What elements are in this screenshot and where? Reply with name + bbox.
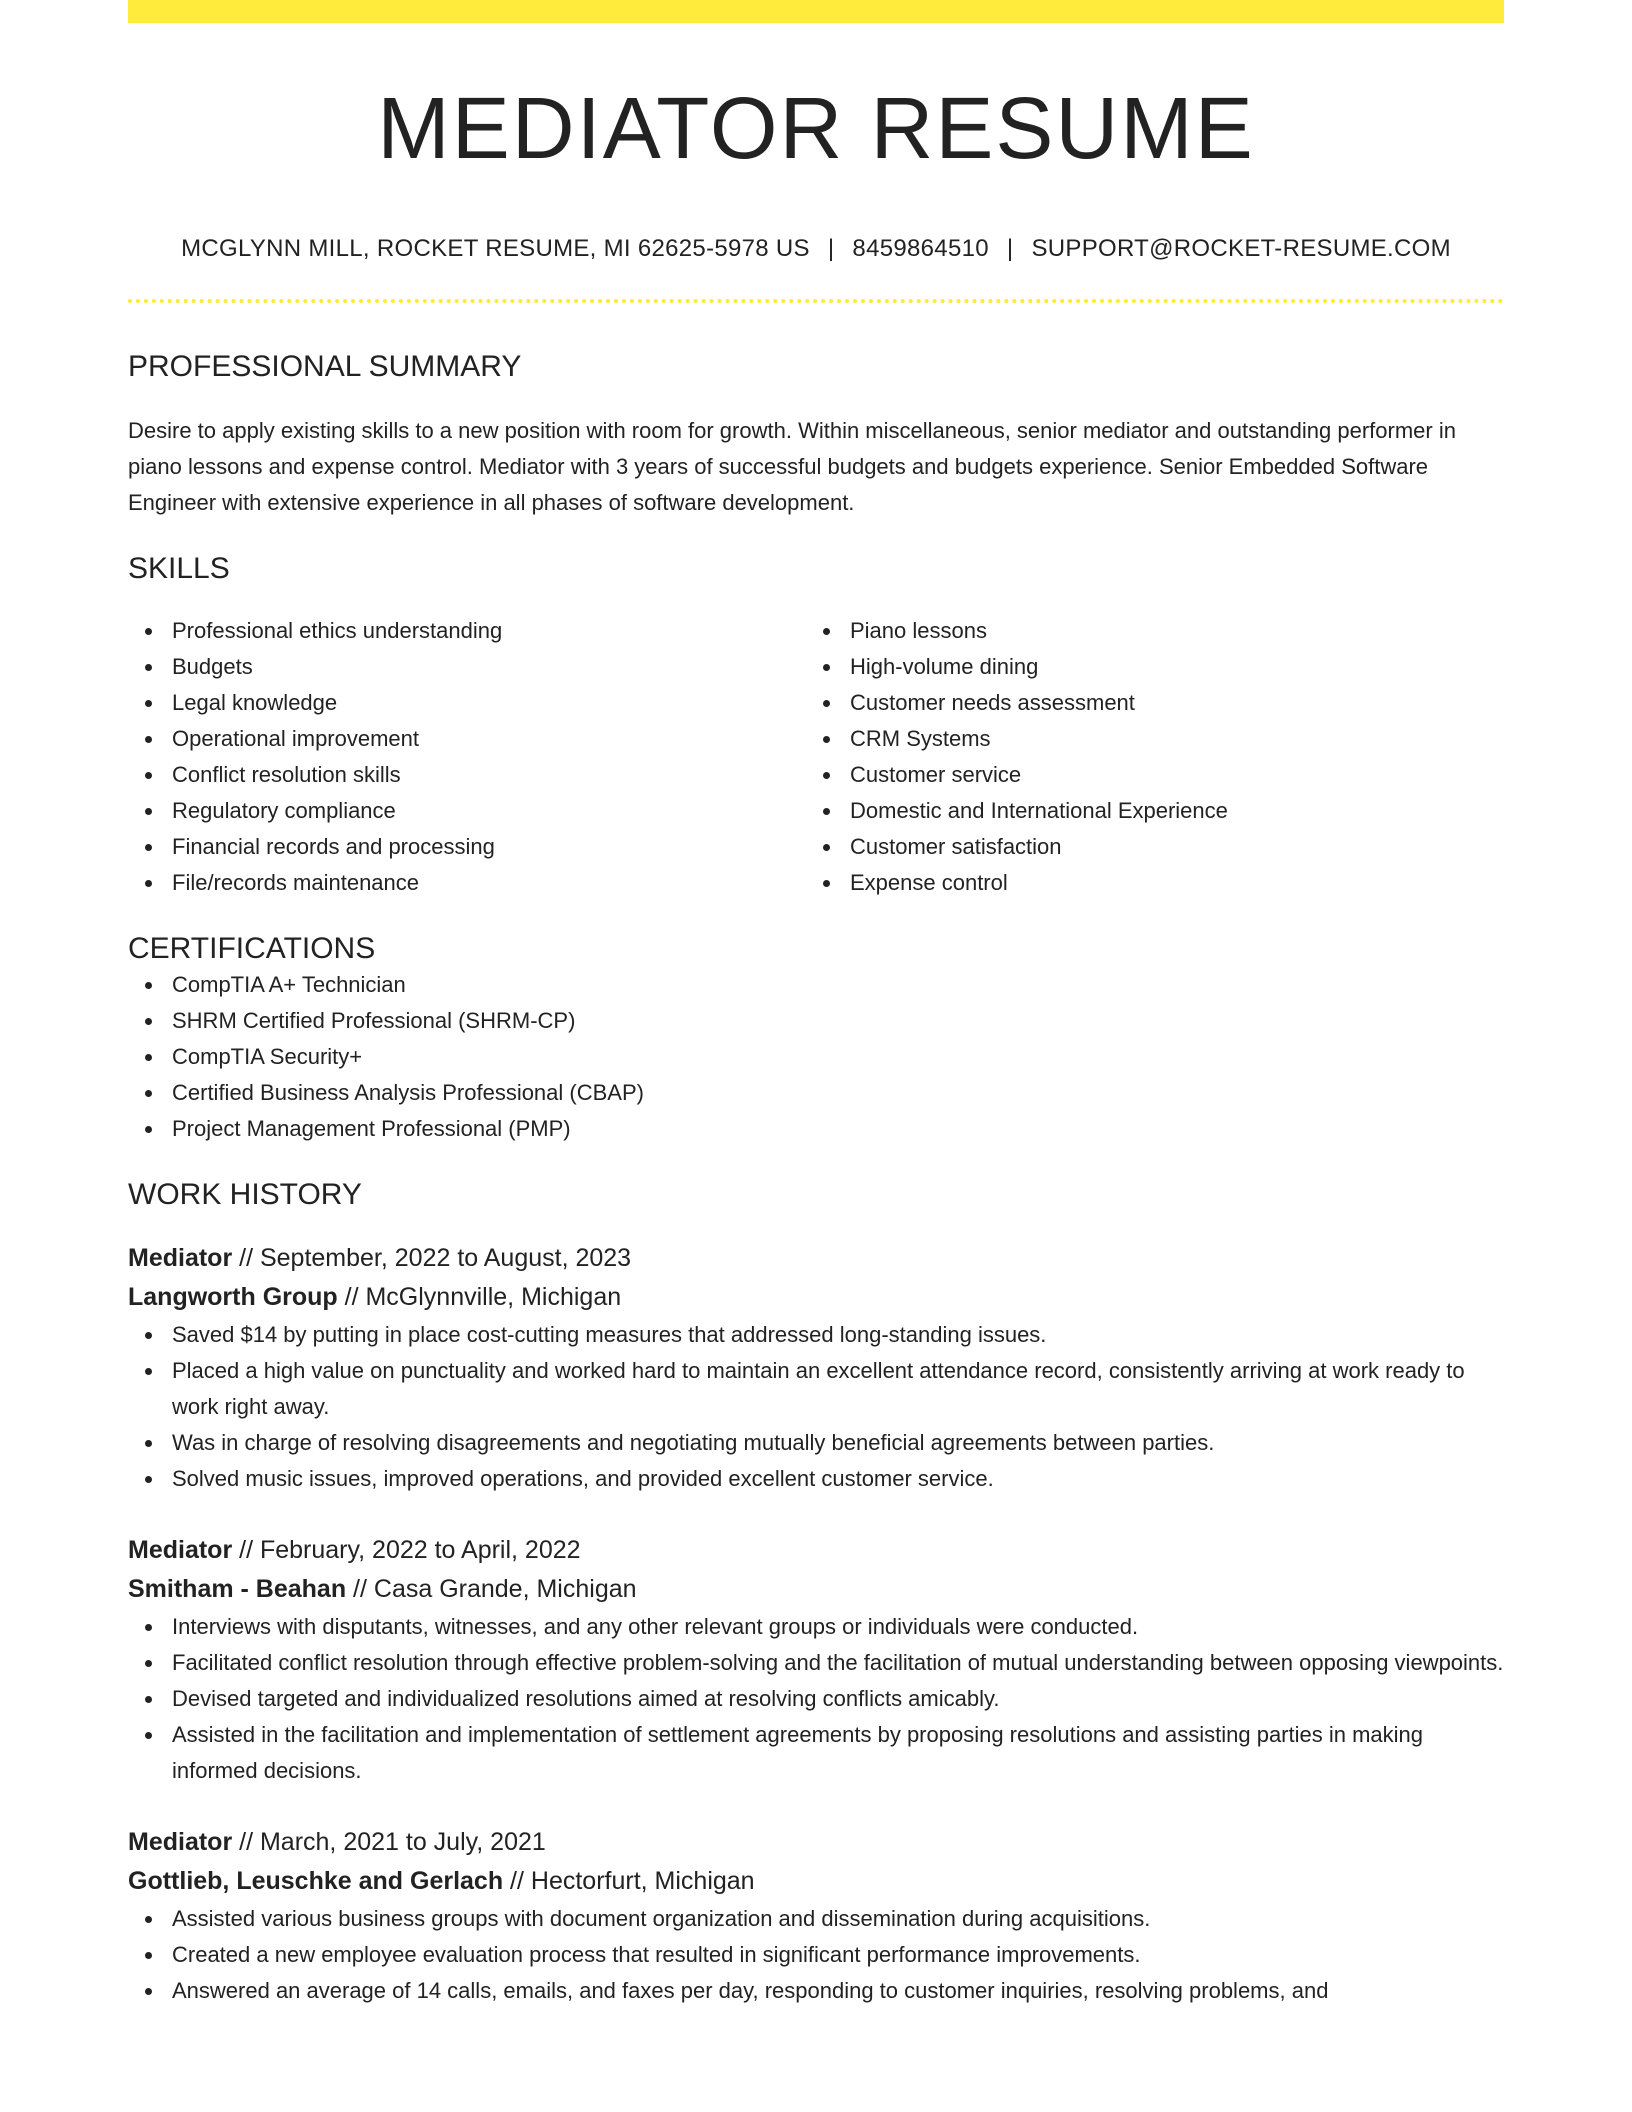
job-duty-item: Facilitated conflict resolution through effective problem-solving and the facilitation of mutual understanding between opposing viewpoints. bbox=[128, 1645, 1504, 1681]
certification-item: Project Management Professional (PMP) bbox=[128, 1111, 1504, 1147]
top-accent-bar bbox=[128, 0, 1504, 23]
work-history-heading: WORK HISTORY bbox=[128, 1178, 362, 1212]
job-entry bbox=[128, 1239, 1504, 1497]
job-entry bbox=[128, 1823, 1504, 2009]
skill-item: Customer service bbox=[806, 757, 1484, 793]
job-company-line bbox=[128, 1570, 1504, 1609]
job-duties-list bbox=[128, 1609, 1504, 1789]
skill-item: Legal knowledge bbox=[128, 685, 806, 721]
resume-page bbox=[128, 0, 1504, 2009]
skills-heading: SKILLS bbox=[128, 552, 230, 586]
summary-heading: PROFESSIONAL SUMMARY bbox=[128, 350, 522, 384]
contact-separator: | bbox=[1006, 234, 1014, 262]
summary-text: Desire to apply existing skills to a new position with room for growth. Within miscellaneous, senior mediator and outstanding performer in piano lessons and expense control. Mediator with 3 years of successful budgets and budgets experience. Senior Embedded Software Engineer with extensive experience in all phases of software development. bbox=[128, 418, 1456, 516]
job-location: // Casa Grande, Michigan bbox=[346, 1575, 637, 1604]
contact-address: MCGLYNN MILL, ROCKET RESUME, MI 62625-5978 US bbox=[181, 234, 810, 262]
certifications-section bbox=[128, 931, 1504, 1147]
resume-title: MEDIATOR RESUME bbox=[377, 80, 1255, 177]
skills-list-left bbox=[128, 613, 806, 901]
job-title-line bbox=[128, 1239, 1504, 1278]
certification-item: Certified Business Analysis Professional (CBAP) bbox=[128, 1075, 1504, 1111]
contact-separator: | bbox=[827, 234, 835, 262]
skill-item: Professional ethics understanding bbox=[128, 613, 806, 649]
contact-email: SUPPORT@ROCKET-RESUME.COM bbox=[1031, 234, 1451, 262]
skill-item: Piano lessons bbox=[806, 613, 1484, 649]
certification-item: SHRM Certified Professional (SHRM-CP) bbox=[128, 1003, 1504, 1039]
skill-item: High-volume dining bbox=[806, 649, 1484, 685]
job-duty-item: Devised targeted and individualized resolutions aimed at resolving conflicts amicably. bbox=[128, 1681, 1504, 1717]
job-location: // Hectorfurt, Michigan bbox=[503, 1867, 755, 1896]
skills-column-left bbox=[128, 613, 806, 901]
job-duty-item: Assisted in the facilitation and implementation of settlement agreements by proposing resolutions and assisting parties in making informed decisions. bbox=[128, 1717, 1504, 1789]
contact-phone: 8459864510 bbox=[852, 234, 989, 262]
job-duty-item: Assisted various business groups with document organization and dissemination during acquisitions. bbox=[128, 1901, 1504, 1937]
skill-item: Financial records and processing bbox=[128, 829, 806, 865]
job-company-line bbox=[128, 1278, 1504, 1317]
skill-item: Customer satisfaction bbox=[806, 829, 1484, 865]
certifications-list bbox=[128, 967, 1504, 1147]
certification-item: CompTIA A+ Technician bbox=[128, 967, 1504, 1003]
job-entry bbox=[128, 1531, 1504, 1789]
work-history-section bbox=[128, 1177, 1504, 2009]
dotted-divider bbox=[128, 299, 1504, 303]
job-location: // McGlynnville, Michigan bbox=[337, 1283, 622, 1312]
job-duties-list bbox=[128, 1901, 1504, 2009]
job-title-line bbox=[128, 1531, 1504, 1570]
job-company: Gottlieb, Leuschke and Gerlach bbox=[128, 1867, 504, 1896]
job-duty-item: Answered an average of 14 calls, emails, and faxes per day, responding to customer inquiries, resolving problems, and bbox=[128, 1973, 1504, 2009]
contact-line bbox=[128, 235, 1504, 264]
job-title: Mediator bbox=[128, 1828, 233, 1857]
job-duty-item: Created a new employee evaluation process that resulted in significant performance improvements. bbox=[128, 1937, 1504, 1973]
job-duty-item: Was in charge of resolving disagreements and negotiating mutually beneficial agreements between parties. bbox=[128, 1425, 1504, 1461]
skills-section bbox=[128, 551, 1504, 901]
job-dates: // February, 2022 to April, 2022 bbox=[232, 1536, 581, 1565]
skill-item: Domestic and International Experience bbox=[806, 793, 1484, 829]
certifications-heading: CERTIFICATIONS bbox=[128, 932, 376, 966]
job-company: Smitham - Beahan bbox=[128, 1575, 347, 1604]
skill-item: Budgets bbox=[128, 649, 806, 685]
skill-item: Regulatory compliance bbox=[128, 793, 806, 829]
skills-column-right bbox=[806, 613, 1484, 901]
job-title: Mediator bbox=[128, 1244, 233, 1273]
job-company: Langworth Group bbox=[128, 1283, 338, 1312]
skill-item: Expense control bbox=[806, 865, 1484, 901]
job-duty-item: Solved music issues, improved operations, and provided excellent customer service. bbox=[128, 1461, 1504, 1497]
skill-item: Operational improvement bbox=[128, 721, 806, 757]
job-duty-item: Saved $14 by putting in place cost-cutting measures that addressed long-standing issues. bbox=[128, 1317, 1504, 1353]
job-title-line bbox=[128, 1823, 1504, 1862]
job-dates: // March, 2021 to July, 2021 bbox=[232, 1828, 546, 1857]
job-company-line bbox=[128, 1862, 1504, 1901]
job-duty-item: Interviews with disputants, witnesses, and any other relevant groups or individuals were conducted. bbox=[128, 1609, 1504, 1645]
summary-section bbox=[128, 349, 1504, 521]
skill-item: Conflict resolution skills bbox=[128, 757, 806, 793]
skills-columns bbox=[128, 613, 1504, 901]
skill-item: Customer needs assessment bbox=[806, 685, 1484, 721]
skills-list-right bbox=[806, 613, 1484, 901]
certification-item: CompTIA Security+ bbox=[128, 1039, 1504, 1075]
skill-item: File/records maintenance bbox=[128, 865, 806, 901]
skill-item: CRM Systems bbox=[806, 721, 1484, 757]
job-duties-list bbox=[128, 1317, 1504, 1497]
job-duty-item: Placed a high value on punctuality and worked hard to maintain an excellent attendance record, consistently arriving at work ready to work right away. bbox=[128, 1353, 1504, 1425]
job-dates: // September, 2022 to August, 2023 bbox=[232, 1244, 632, 1273]
job-title: Mediator bbox=[128, 1536, 233, 1565]
